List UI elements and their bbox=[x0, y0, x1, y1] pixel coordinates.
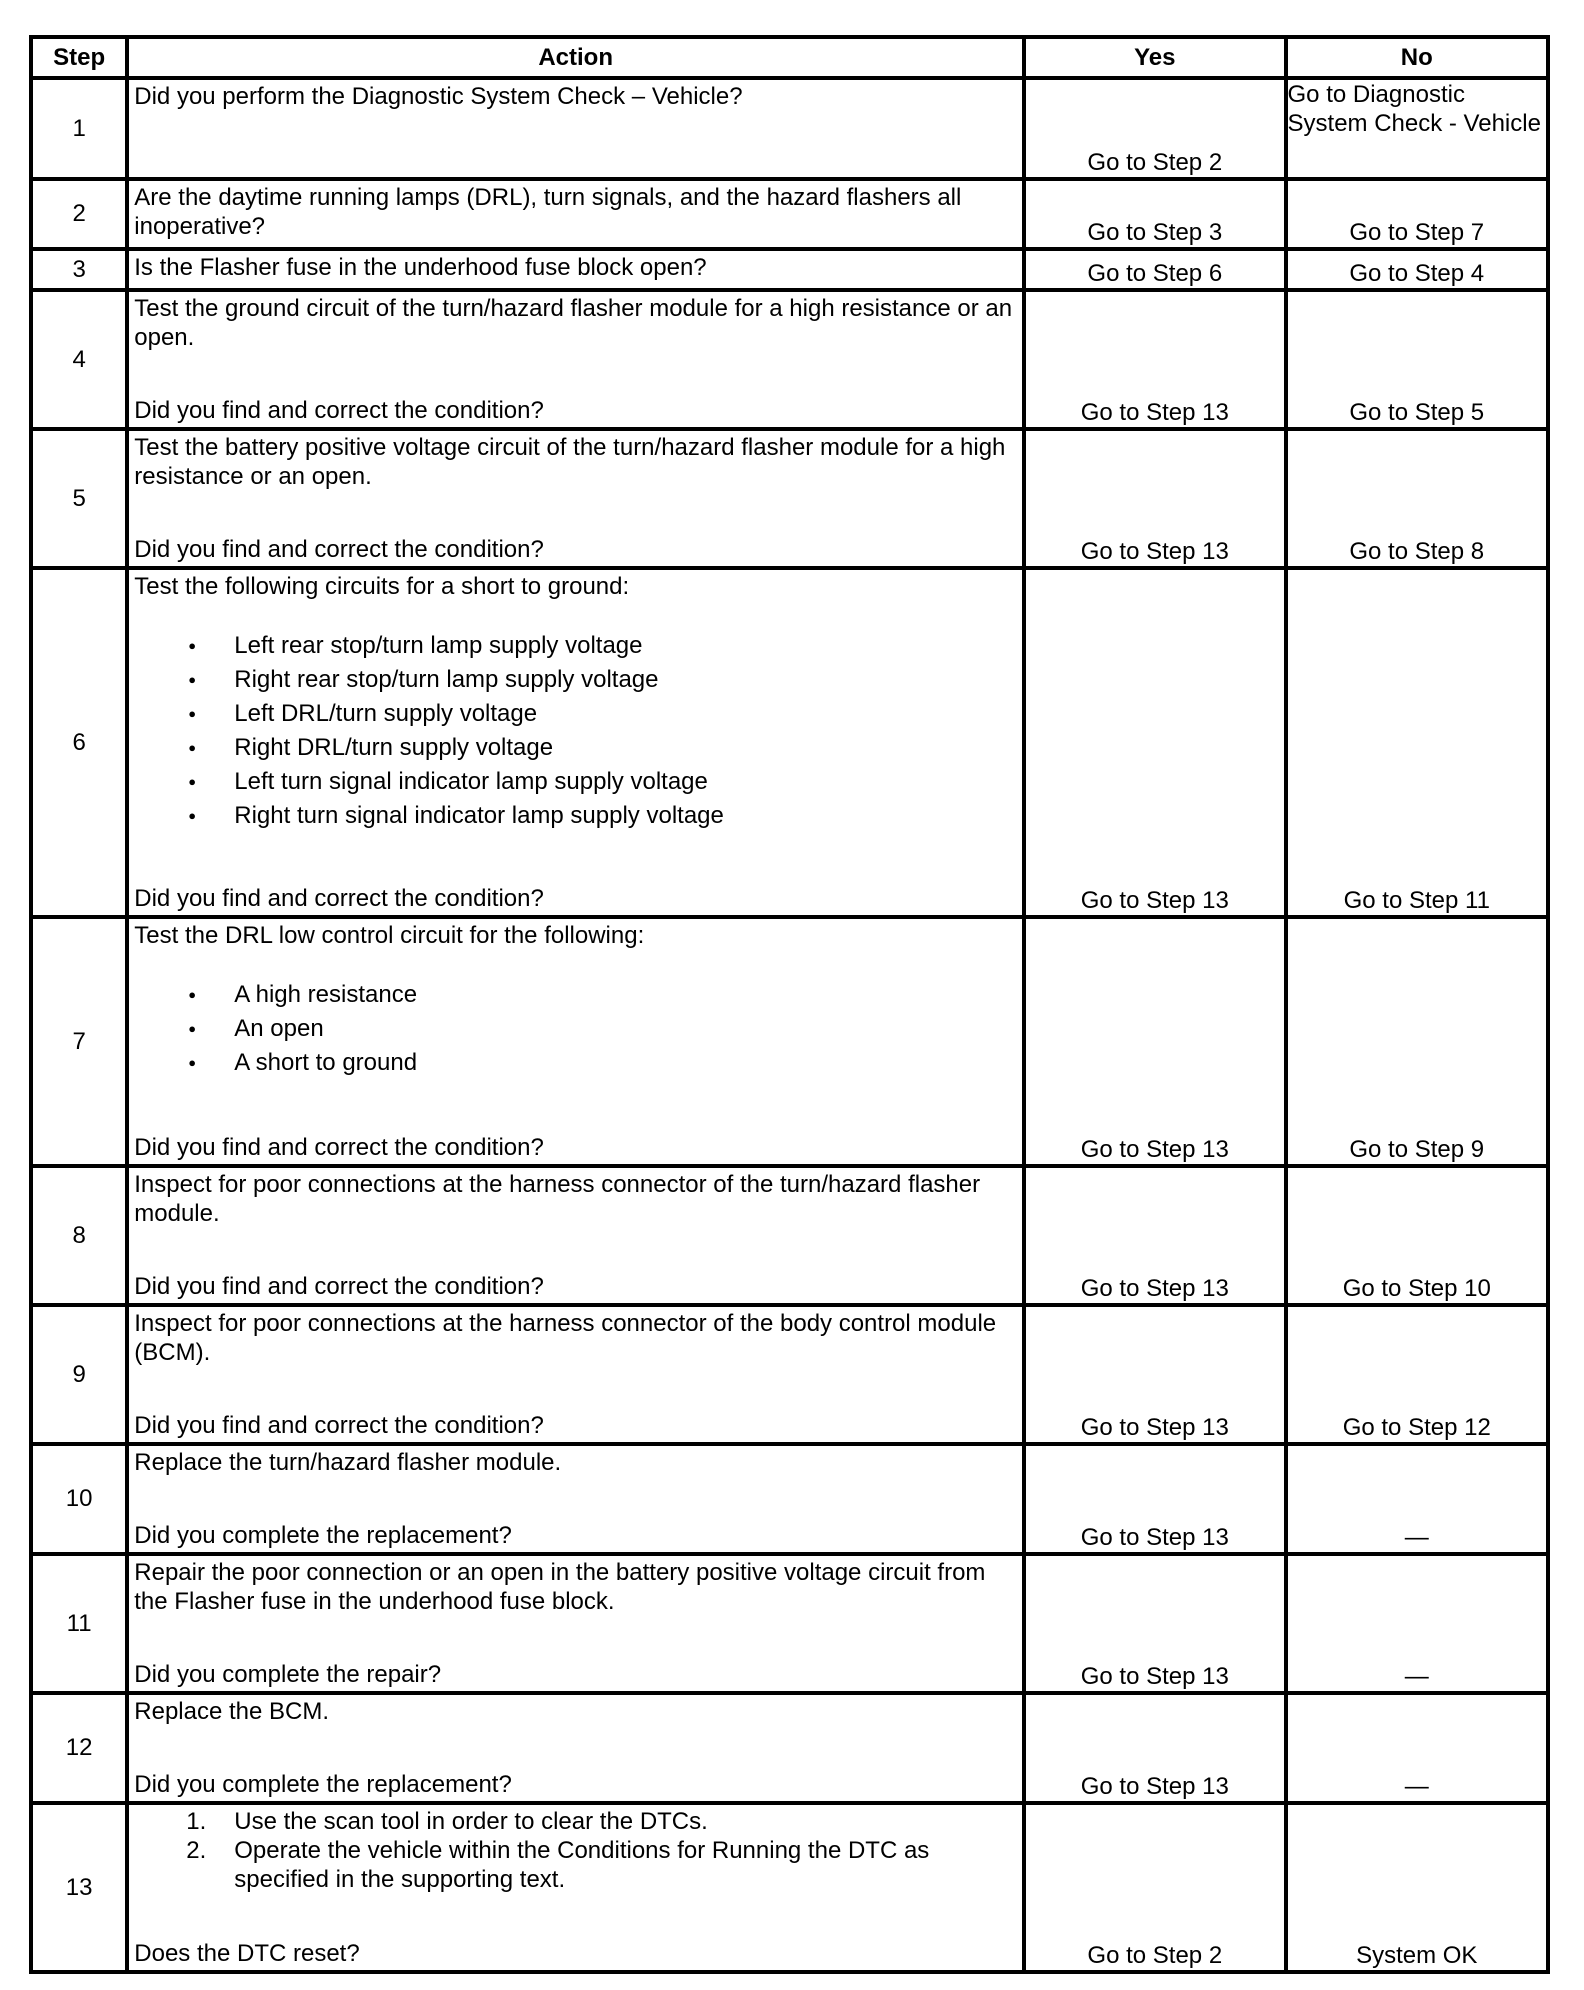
numbered-item: 1. Use the scan tool in order to clear the DTCs. bbox=[186, 1808, 708, 1835]
action-content bbox=[129, 80, 1022, 177]
action-content bbox=[129, 292, 1022, 427]
action-cell bbox=[127, 179, 1024, 249]
action-cell bbox=[127, 917, 1024, 1166]
no-cell: Go to Step 4 bbox=[1286, 249, 1548, 290]
yes-cell: Go to Step 13 bbox=[1024, 1305, 1285, 1444]
action-content bbox=[129, 1556, 1022, 1691]
yes-cell: Go to Step 13 bbox=[1024, 917, 1285, 1166]
no-cell: Go to Step 10 bbox=[1286, 1166, 1548, 1305]
spacer bbox=[134, 833, 1016, 884]
step-number: 13 bbox=[31, 1803, 127, 1972]
spacer bbox=[134, 1228, 1016, 1272]
step-number: 2 bbox=[31, 179, 127, 249]
no-cell: Go to Step 8 bbox=[1286, 429, 1548, 568]
action-text: Replace the BCM. bbox=[134, 1698, 330, 1725]
question-text: Did you find and correct the condition? bbox=[134, 1412, 544, 1439]
spacer bbox=[134, 352, 1016, 396]
table-row bbox=[31, 429, 1548, 568]
action-text: Inspect for poor connections at the harness connector of the body control module (BCM). bbox=[134, 1310, 997, 1366]
no-cell: Go to Diagnostic System Check - Vehicle bbox=[1286, 78, 1548, 179]
step-number: 12 bbox=[31, 1693, 127, 1803]
table-row bbox=[31, 1803, 1548, 1972]
yes-cell: Go to Step 13 bbox=[1024, 290, 1285, 429]
action-cell bbox=[127, 249, 1024, 290]
table-row bbox=[31, 1305, 1548, 1444]
action-content bbox=[129, 1695, 1022, 1801]
spacer bbox=[134, 1080, 1016, 1133]
no-cell: Go to Step 5 bbox=[1286, 290, 1548, 429]
action-cell bbox=[127, 1444, 1024, 1554]
question-text: Did you complete the replacement? bbox=[134, 1522, 512, 1549]
action-content bbox=[129, 1446, 1022, 1552]
yes-cell: Go to Step 2 bbox=[1024, 78, 1285, 179]
question-text: Did you find and correct the condition? bbox=[134, 1273, 544, 1300]
action-cell bbox=[127, 1693, 1024, 1803]
yes-cell: Go to Step 13 bbox=[1024, 1166, 1285, 1305]
action-content bbox=[129, 570, 1022, 915]
spacer bbox=[134, 491, 1016, 535]
bullet-item: ● Right turn signal indicator lamp supply voltage bbox=[134, 799, 1016, 833]
header-action: Action bbox=[127, 37, 1024, 78]
action-content bbox=[129, 431, 1022, 566]
yes-cell: Go to Step 13 bbox=[1024, 568, 1285, 917]
action-cell bbox=[127, 1305, 1024, 1444]
table-row bbox=[31, 249, 1548, 290]
bullet-item: ● A short to ground bbox=[134, 1046, 1016, 1080]
action-content bbox=[129, 919, 1022, 1164]
table-row bbox=[31, 78, 1548, 179]
yes-cell: Go to Step 13 bbox=[1024, 429, 1285, 568]
no-cell: — bbox=[1286, 1693, 1548, 1803]
bullet-item: ● Right rear stop/turn lamp supply voltage bbox=[134, 663, 1016, 697]
step-number: 8 bbox=[31, 1166, 127, 1305]
no-cell: — bbox=[1286, 1554, 1548, 1693]
action-cell bbox=[127, 1803, 1024, 1972]
bullet-item: ● A high resistance bbox=[134, 978, 1016, 1012]
table-row bbox=[31, 1693, 1548, 1803]
header-row bbox=[31, 37, 1548, 78]
table-row bbox=[31, 1444, 1548, 1554]
action-text: Test the following circuits for a short to ground: bbox=[134, 573, 630, 600]
numbered-list bbox=[134, 1807, 1016, 1894]
table-row bbox=[31, 1166, 1548, 1305]
action-cell bbox=[127, 568, 1024, 917]
yes-cell: Go to Step 13 bbox=[1024, 1693, 1285, 1803]
question-text: Did you complete the repair? bbox=[134, 1661, 442, 1688]
item-number: 2. bbox=[186, 1837, 207, 1864]
bullet-item: ● Left turn signal indicator lamp supply voltage bbox=[134, 765, 1016, 799]
yes-cell: Go to Step 13 bbox=[1024, 1554, 1285, 1693]
spacer bbox=[134, 1726, 1016, 1770]
question-text: Did you find and correct the condition? bbox=[134, 397, 544, 424]
action-cell bbox=[127, 429, 1024, 568]
action-text: Inspect for poor connections at the harness connector of the turn/hazard flasher module. bbox=[134, 1171, 981, 1227]
table-row bbox=[31, 568, 1548, 917]
question-text: Did you find and correct the condition? bbox=[134, 1134, 544, 1161]
no-cell: Go to Step 7 bbox=[1286, 179, 1548, 249]
action-cell bbox=[127, 1554, 1024, 1693]
action-content bbox=[129, 181, 1022, 247]
spacer bbox=[134, 1894, 1016, 1939]
question-text: Did you complete the replacement? bbox=[134, 1771, 512, 1798]
yes-cell: Go to Step 2 bbox=[1024, 1803, 1285, 1972]
action-text: Replace the turn/hazard flasher module. bbox=[134, 1449, 562, 1476]
action-content bbox=[129, 1307, 1022, 1442]
step-number: 1 bbox=[31, 78, 127, 179]
step-number: 11 bbox=[31, 1554, 127, 1693]
spacer bbox=[134, 1477, 1016, 1521]
action-content bbox=[129, 1805, 1022, 1970]
bullet-item: ● Right DRL/turn supply voltage bbox=[134, 731, 1016, 765]
action-text: Test the DRL low control circuit for the following: bbox=[134, 922, 645, 949]
step-number: 9 bbox=[31, 1305, 127, 1444]
item-number: 1. bbox=[186, 1808, 207, 1835]
question-text: Did you find and correct the condition? bbox=[134, 885, 544, 912]
step-number: 3 bbox=[31, 249, 127, 290]
action-text: Is the Flasher fuse in the underhood fuse block open? bbox=[134, 254, 707, 281]
table-row bbox=[31, 179, 1548, 249]
numbered-item: 2. Operate the vehicle within the Conditions for Running the DTC as specified in the supporting text. bbox=[186, 1837, 930, 1893]
step-number: 4 bbox=[31, 290, 127, 429]
action-text: Repair the poor connection or an open in the battery positive voltage circuit from the Flasher fuse in the underhood fuse block. bbox=[134, 1559, 986, 1615]
spacer bbox=[134, 1367, 1016, 1411]
step-number: 7 bbox=[31, 917, 127, 1166]
no-cell: Go to Step 9 bbox=[1286, 917, 1548, 1166]
step-number: 10 bbox=[31, 1444, 127, 1554]
action-text: Test the ground circuit of the turn/hazard flasher module for a high resistance or an open. bbox=[134, 295, 1013, 351]
header-yes: Yes bbox=[1024, 37, 1285, 78]
bullet-item: ● An open bbox=[134, 1012, 1016, 1046]
question-text: Does the DTC reset? bbox=[134, 1940, 360, 1967]
table-row bbox=[31, 917, 1548, 1166]
action-cell bbox=[127, 78, 1024, 179]
no-cell: System OK bbox=[1286, 1803, 1548, 1972]
header-no: No bbox=[1286, 37, 1548, 78]
table-row bbox=[31, 290, 1548, 429]
spacer bbox=[134, 1616, 1016, 1660]
table-row bbox=[31, 1554, 1548, 1693]
step-number: 5 bbox=[31, 429, 127, 568]
no-cell: Go to Step 12 bbox=[1286, 1305, 1548, 1444]
no-cell: — bbox=[1286, 1444, 1548, 1554]
action-cell bbox=[127, 290, 1024, 429]
bullet-item: ● Left DRL/turn supply voltage bbox=[134, 697, 1016, 731]
bullet-item: ● Left rear stop/turn lamp supply voltage bbox=[134, 629, 1016, 663]
action-text: Did you perform the Diagnostic System Check – Vehicle? bbox=[134, 83, 743, 110]
yes-cell: Go to Step 13 bbox=[1024, 1444, 1285, 1554]
question-text: Did you find and correct the condition? bbox=[134, 536, 544, 563]
bullet-list bbox=[134, 629, 1016, 833]
diagnostic-table bbox=[29, 35, 1550, 1974]
yes-cell: Go to Step 3 bbox=[1024, 179, 1285, 249]
action-text: Are the daytime running lamps (DRL), turn signals, and the hazard flashers all inoperative? bbox=[134, 184, 962, 240]
action-content bbox=[129, 251, 1022, 288]
bullet-list bbox=[134, 978, 1016, 1080]
action-text: Test the battery positive voltage circuit of the turn/hazard flasher module for a high resistance or an open. bbox=[134, 434, 1006, 490]
action-cell bbox=[127, 1166, 1024, 1305]
no-cell: Go to Step 11 bbox=[1286, 568, 1548, 917]
step-number: 6 bbox=[31, 568, 127, 917]
action-content bbox=[129, 1168, 1022, 1303]
header-step: Step bbox=[31, 37, 127, 78]
yes-cell: Go to Step 6 bbox=[1024, 249, 1285, 290]
